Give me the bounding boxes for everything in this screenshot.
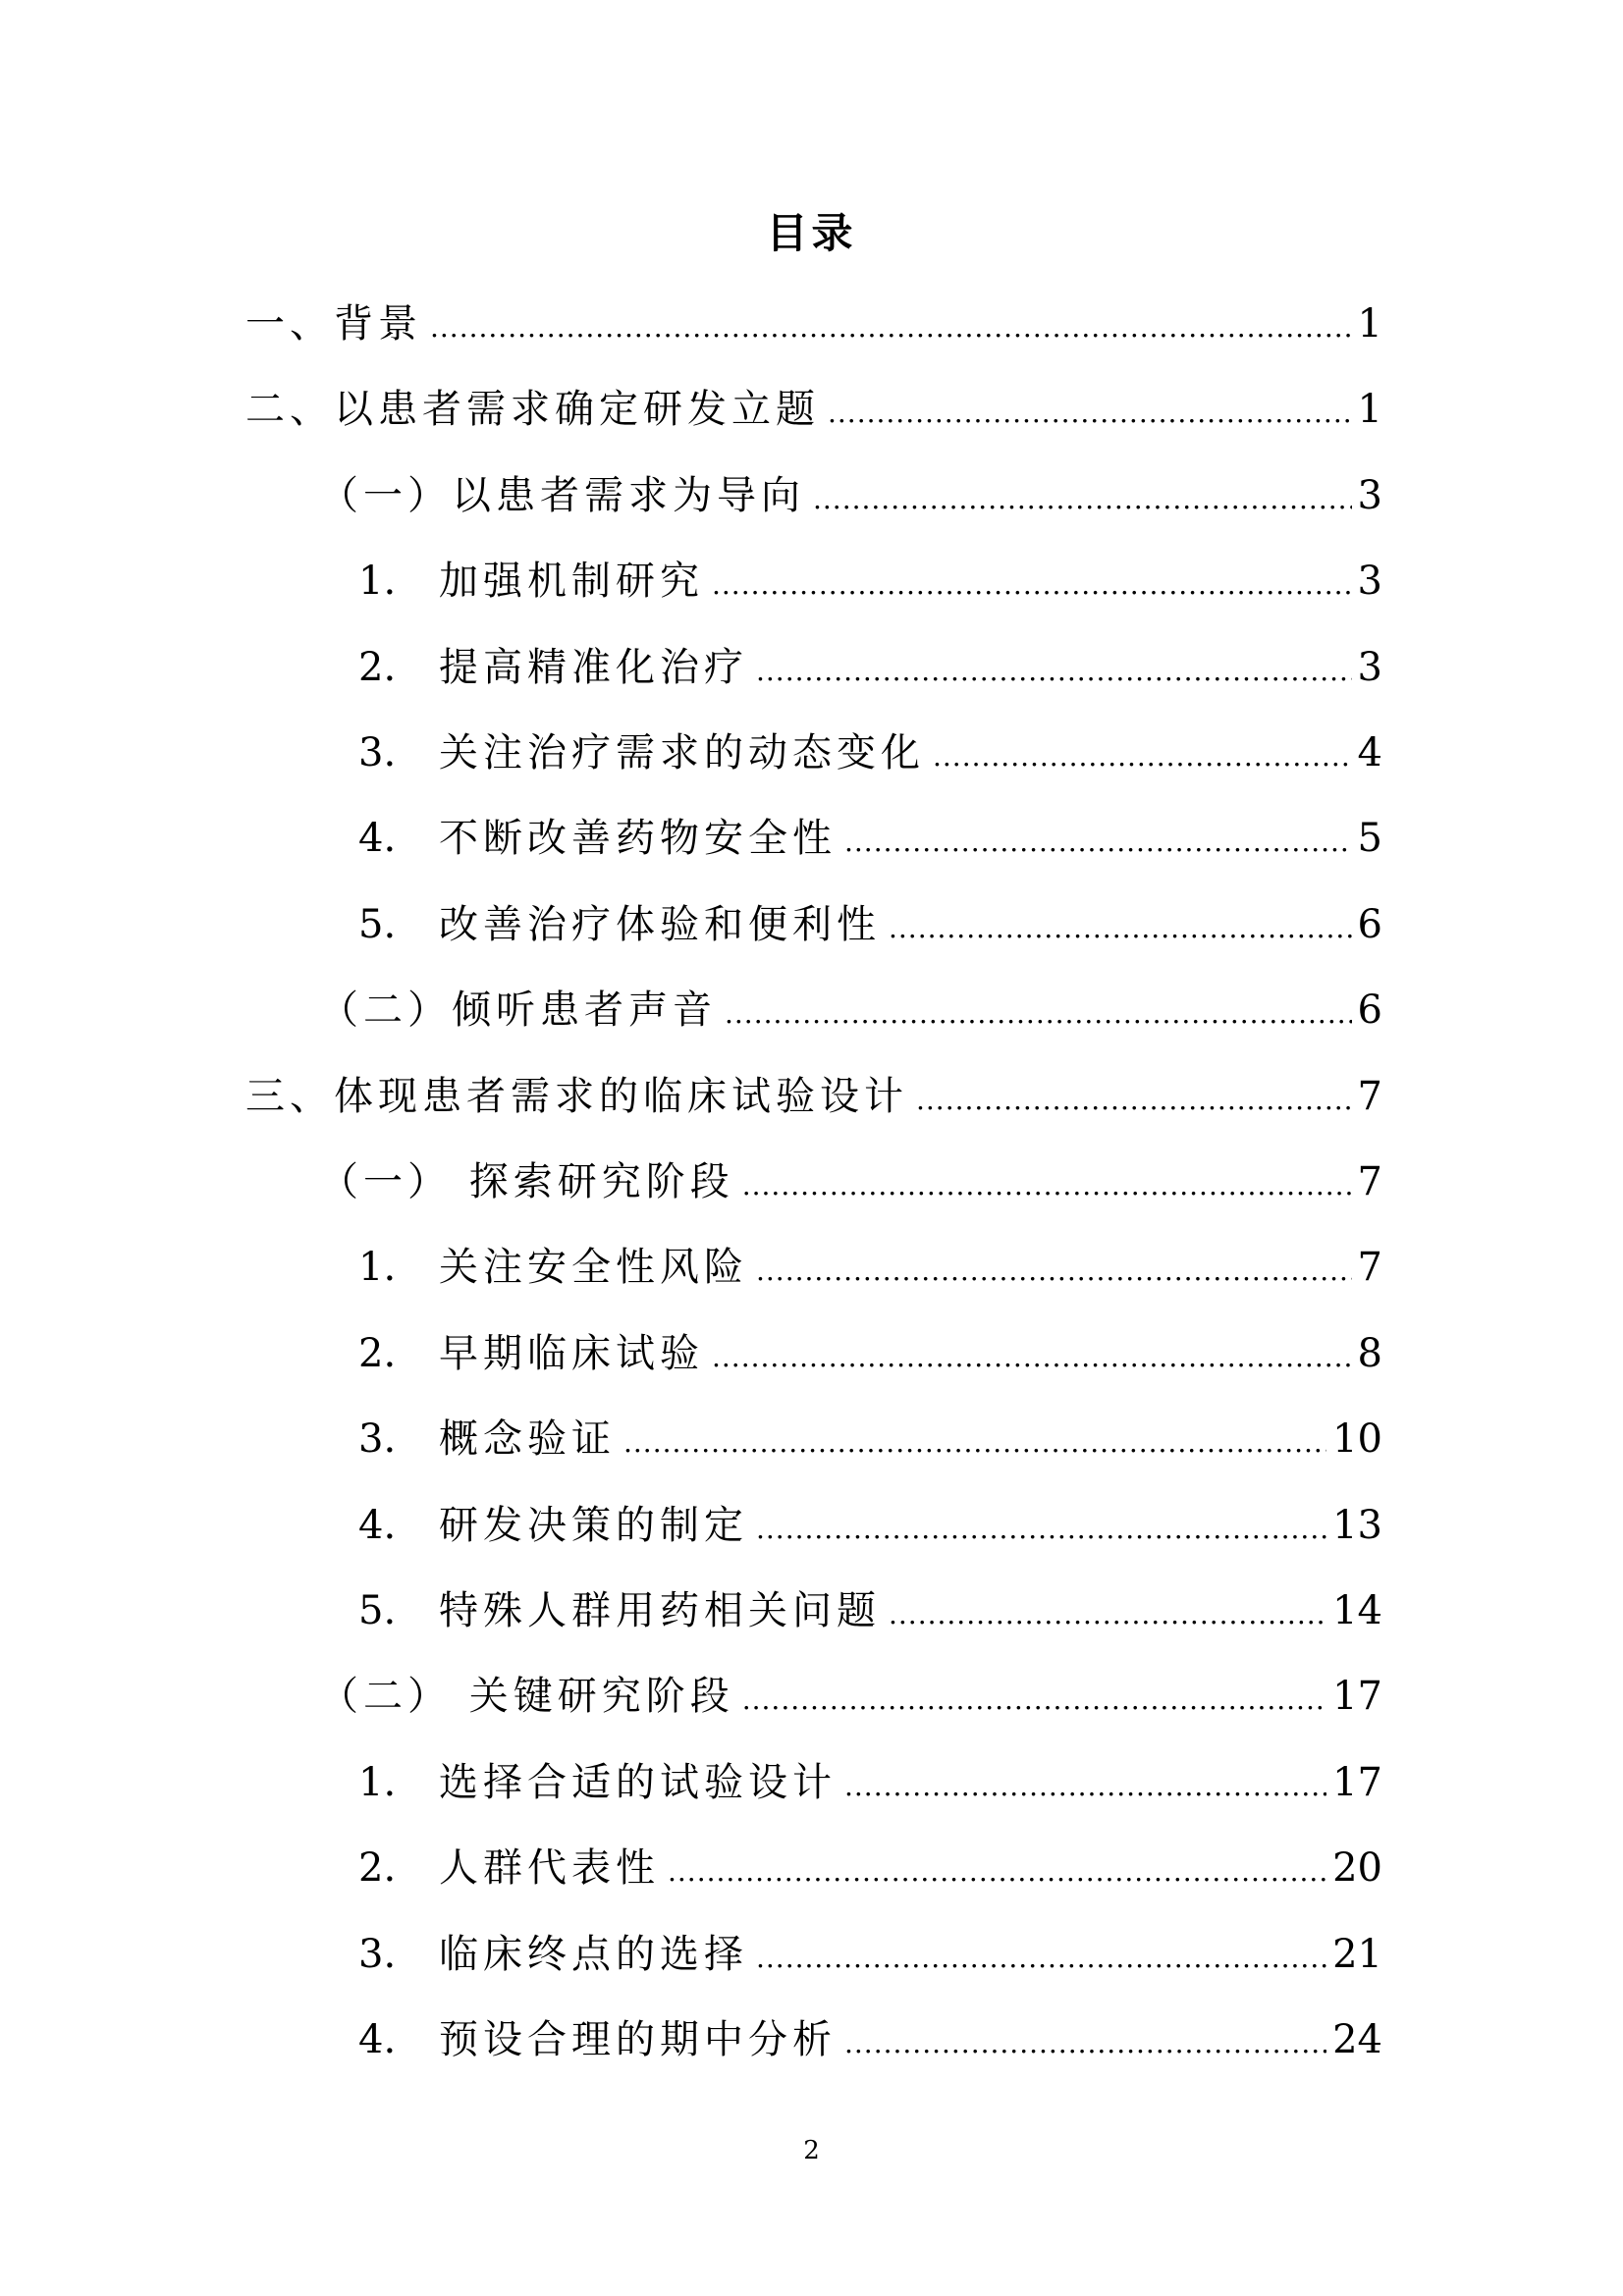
toc-entry-page: 10 [1332,1416,1382,1463]
toc-entry[interactable] [245,380,1382,439]
toc-entry-page: 14 [1332,1588,1382,1633]
toc-entry-page: 20 [1332,1845,1382,1892]
toc-entry-label: 不断改善药物安全性 [439,816,837,862]
toc-entry-label: （一）以患者需求为导向 [319,472,805,518]
toc-entry[interactable] [245,1067,1382,1126]
toc-entry[interactable] [358,1324,1382,1383]
toc-entry-page: 1 [1357,387,1382,433]
toc-entry-page: 6 [1357,901,1382,947]
toc-entry-page: 21 [1332,1931,1382,1977]
toc-entry-page: 13 [1332,1502,1382,1548]
toc-entry-page: 5 [1357,816,1382,862]
toc-entry-number: 5. [358,901,397,947]
toc-entry-label: 研发决策的制定 [439,1502,748,1548]
toc-entry-number: 1. [358,1759,397,1805]
toc-dot-leader [756,1510,1326,1555]
toc-entry-page: 7 [1357,1245,1382,1291]
toc-entry[interactable] [358,1496,1382,1555]
toc-entry[interactable] [358,895,1382,954]
toc-dot-leader [742,1681,1326,1726]
toc-dot-leader [828,394,1352,439]
toc-entry-label: 关注治疗需求的动态变化 [439,730,925,775]
toc-dot-leader [742,1166,1352,1211]
toc-entry[interactable] [319,466,1382,525]
toc-dot-leader [933,737,1352,782]
toc-entry-label: 临床终点的选择 [439,1931,748,1977]
toc-entry-page: 7 [1357,1073,1382,1119]
toc-entry-label: （二） 关键研究阶段 [319,1674,734,1720]
toc-entry-number: 3. [358,1931,397,1977]
toc-entry[interactable] [358,1839,1382,1897]
toc-entry-number: 4. [358,2017,397,2062]
toc-dot-leader [756,1939,1326,1984]
toc-entry-page: 3 [1357,472,1382,518]
toc-entry-page: 3 [1357,644,1382,690]
toc-entry-label: 一、背景 [245,301,422,347]
toc-dot-leader [712,565,1352,611]
toc-entry[interactable] [245,294,1382,353]
toc-dot-leader [712,1338,1352,1383]
toc-dot-leader [889,909,1352,954]
toc-entry[interactable] [358,723,1382,782]
toc-entry[interactable] [358,1925,1382,1984]
toc-entry[interactable] [358,2010,1382,2069]
toc-entry-page: 6 [1357,988,1382,1034]
toc-entry-number: 1. [358,1245,397,1291]
toc-dot-leader [725,994,1352,1040]
toc-entry-label: 特殊人群用药相关问题 [439,1588,881,1633]
toc-entry-label: 选择合适的试验设计 [439,1759,837,1805]
toc-title: 目录 [766,209,857,257]
toc-entry-page: 4 [1357,730,1382,775]
toc-dot-leader [813,480,1352,525]
toc-entry-page: 17 [1332,1674,1382,1720]
toc-entry-page: 8 [1357,1330,1382,1376]
page-number: 2 [803,2136,820,2165]
toc-entry[interactable] [358,1581,1382,1640]
toc-entry[interactable] [358,1238,1382,1297]
toc-entry-label: （二）倾听患者声音 [319,988,717,1034]
toc-entry-label: 加强机制研究 [439,559,704,605]
toc-dot-leader [916,1081,1352,1126]
toc-entry-page: 7 [1357,1159,1382,1204]
toc-entry-label: 改善治疗体验和便利性 [439,901,881,947]
toc-entry-number: 4. [358,816,397,862]
toc-entry-label: 预设合理的期中分析 [439,2017,837,2062]
toc-entry-page: 24 [1332,2017,1382,2062]
toc-dot-leader [756,652,1352,697]
toc-entry-number: 2. [358,1845,397,1892]
toc-dot-leader [668,1852,1326,1897]
toc-dot-leader [623,1423,1326,1468]
toc-entry-number: 1. [358,559,397,605]
toc-entry-label: 三、体现患者需求的临床试验设计 [245,1073,908,1119]
toc-entry[interactable] [358,1753,1382,1812]
toc-entry-page: 17 [1332,1759,1382,1805]
toc-entry-label: 概念验证 [439,1416,616,1463]
toc-dot-leader [889,1595,1326,1640]
toc-entry-page: 1 [1357,301,1382,347]
toc-entry-number: 5. [358,1588,397,1633]
toc-dot-leader [844,823,1352,868]
toc-entry-number: 3. [358,1416,397,1463]
toc-dot-leader [430,308,1352,353]
toc-dot-leader [756,1252,1352,1297]
toc-entry[interactable] [358,552,1382,611]
toc-entry[interactable] [358,638,1382,697]
toc-entry-number: 4. [358,1502,397,1548]
toc-entry-label: 关注安全性风险 [439,1245,748,1291]
toc-dot-leader [844,2024,1326,2069]
toc-entry-label: 早期临床试验 [439,1330,704,1376]
toc-entry-number: 2. [358,644,397,690]
toc-entry-label: 人群代表性 [439,1845,660,1892]
toc-entry-label: 提高精准化治疗 [439,644,748,690]
toc-entry[interactable] [319,1152,1382,1211]
toc-entry[interactable] [319,981,1382,1040]
toc-entry-number: 2. [358,1330,397,1376]
toc-entry-number: 3. [358,730,397,775]
toc-entry-page: 3 [1357,559,1382,605]
toc-dot-leader [844,1767,1326,1812]
toc-entry-label: 二、以患者需求确定研发立题 [245,387,820,433]
toc-entry-label: （一） 探索研究阶段 [319,1159,734,1204]
toc-entry[interactable] [358,809,1382,868]
toc-entry[interactable] [358,1410,1382,1468]
toc-entry[interactable] [319,1667,1382,1726]
